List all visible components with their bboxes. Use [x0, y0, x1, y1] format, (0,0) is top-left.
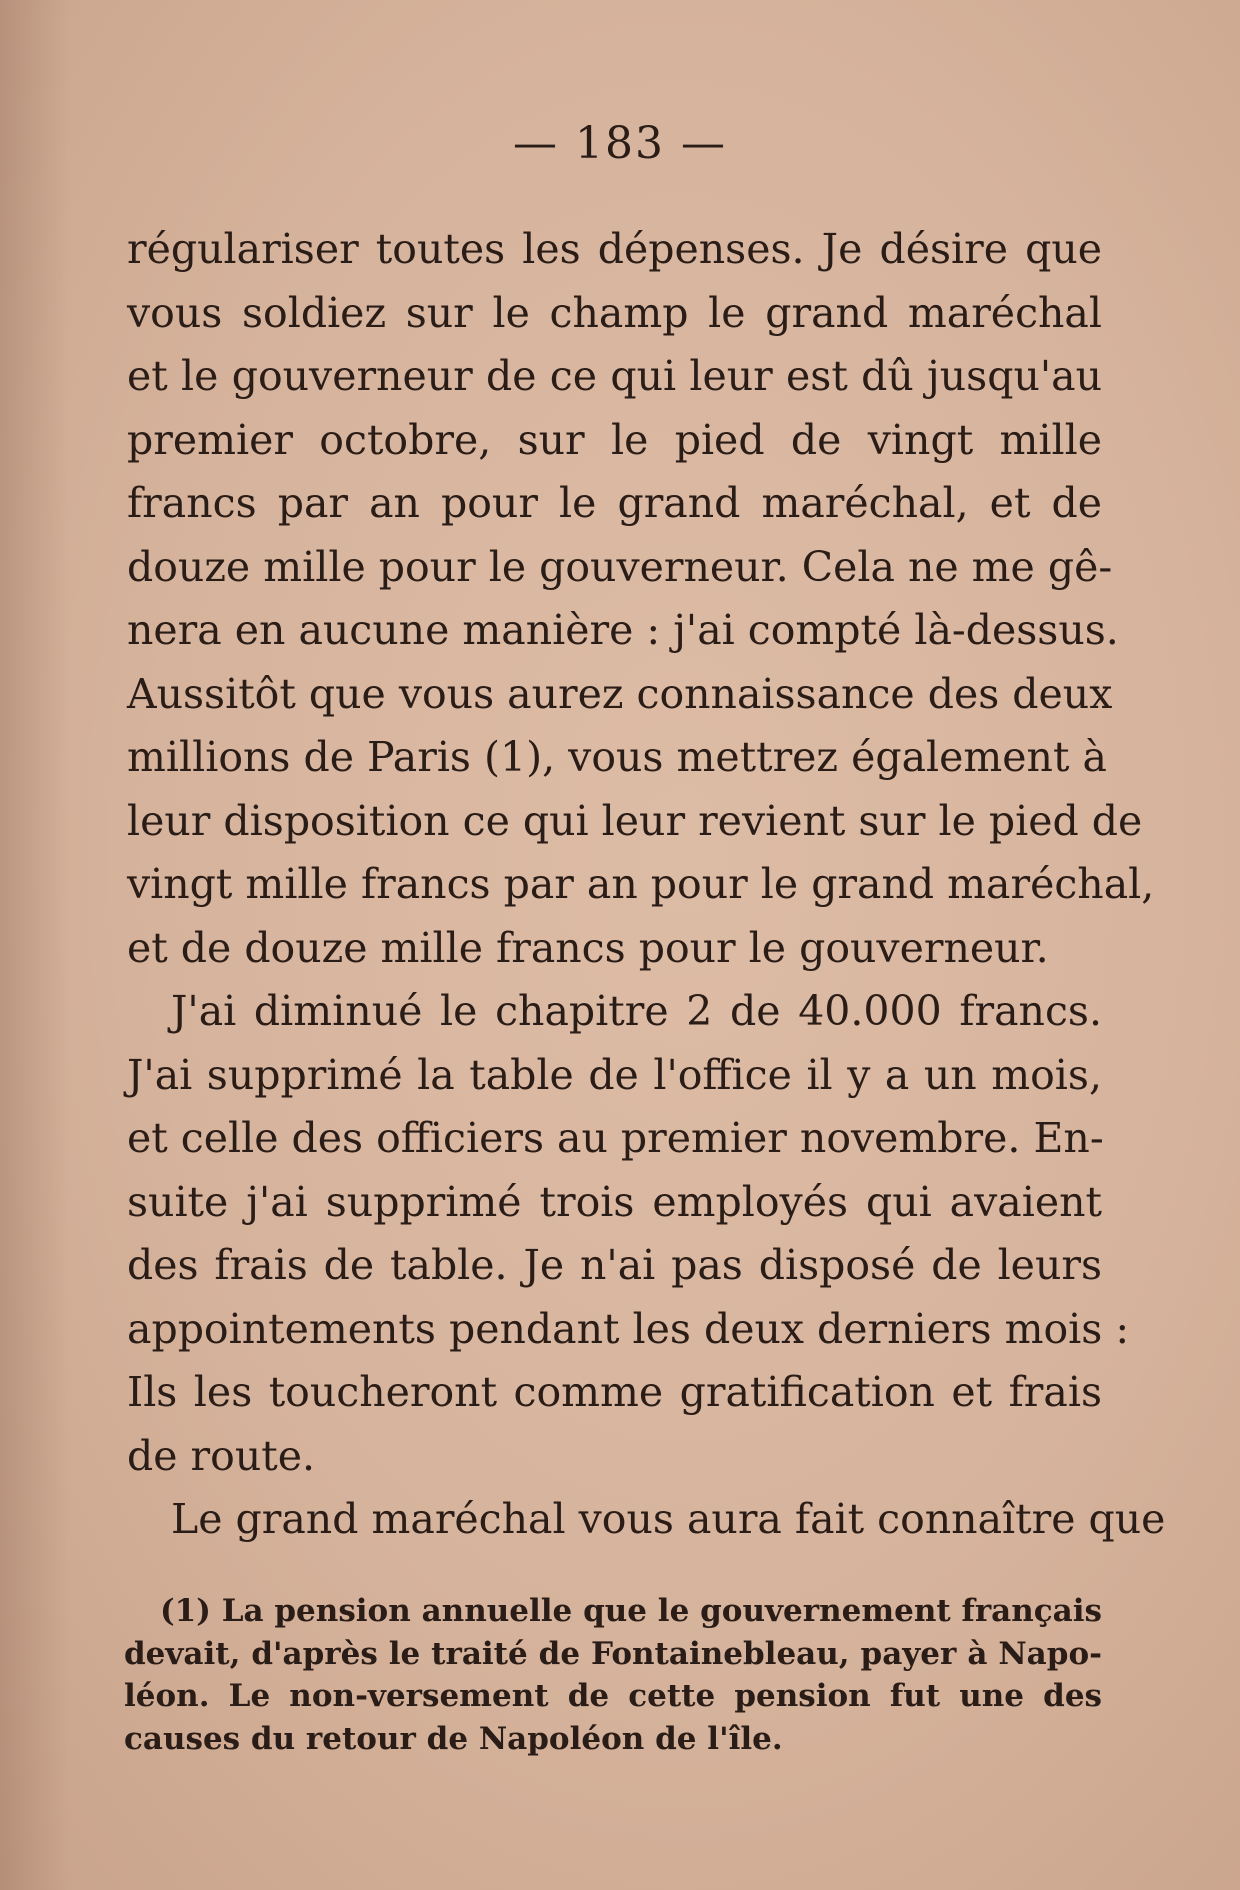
footnote-line: (1) La pension annuelle que le gouvernement français: [160, 1593, 1102, 1629]
text-line: J'ai diminué le chapitre 2 de 40.000 francs.: [171, 987, 1102, 1035]
text-line: et le gouverneur de ce qui leur est dû jusqu'au: [127, 352, 1102, 400]
text-line: francs par an pour le grand maréchal, et de: [127, 479, 1102, 527]
footnote-line: léon. Le non-versement de cette pension fut une des: [124, 1678, 1102, 1714]
text-line: nera en aucune manière : j'ai compté là-dessus.: [127, 606, 1119, 654]
footnote-line: causes du retour de Napoléon de l'île.: [124, 1720, 783, 1757]
body-text: [127, 218, 1166, 1552]
footnote-line: devait, d'après le traité de Fontainebleau, payer à Napo-: [124, 1635, 1102, 1672]
page-gutter-shadow: [0, 0, 70, 1890]
text-line: Ils les toucheront comme gratification et frais: [127, 1368, 1102, 1416]
text-line: de route.: [127, 1431, 316, 1480]
text-line: et de douze mille francs pour le gouverneur.: [127, 923, 1049, 972]
text-line: vous soldiez sur le champ le grand maréchal: [127, 288, 1102, 337]
text-line: appointements pendant les deux derniers mois :: [127, 1304, 1130, 1353]
text-line: suite j'ai supprimé trois employés qui avaient: [127, 1177, 1102, 1226]
text-line: des frais de table. Je n'ai pas disposé de leurs: [127, 1241, 1102, 1289]
text-line: J'ai supprimé la table de l'office il y a un mois,: [127, 1050, 1102, 1099]
text-line: régulariser toutes les dépenses. Je désire que: [127, 225, 1102, 273]
text-line: Le grand maréchal vous aura fait connaître que: [171, 1495, 1166, 1543]
text-line: et celle des officiers au premier novembre. En-: [127, 1114, 1104, 1162]
text-line: leur disposition ce qui leur revient sur le pied de: [127, 796, 1143, 845]
text-line: premier octobre, sur le pied de vingt mille: [127, 415, 1102, 464]
page-number: — 183 —: [513, 118, 727, 169]
text-line: douze mille pour le gouverneur. Cela ne me gê-: [127, 542, 1113, 591]
text-line: Aussitôt que vous aurez connaissance des deux: [127, 669, 1113, 718]
text-line: millions de Paris (1), vous mettrez également à: [127, 733, 1107, 781]
text-line: vingt mille francs par an pour le grand maréchal,: [127, 860, 1155, 908]
footnote: [124, 1590, 1102, 1760]
